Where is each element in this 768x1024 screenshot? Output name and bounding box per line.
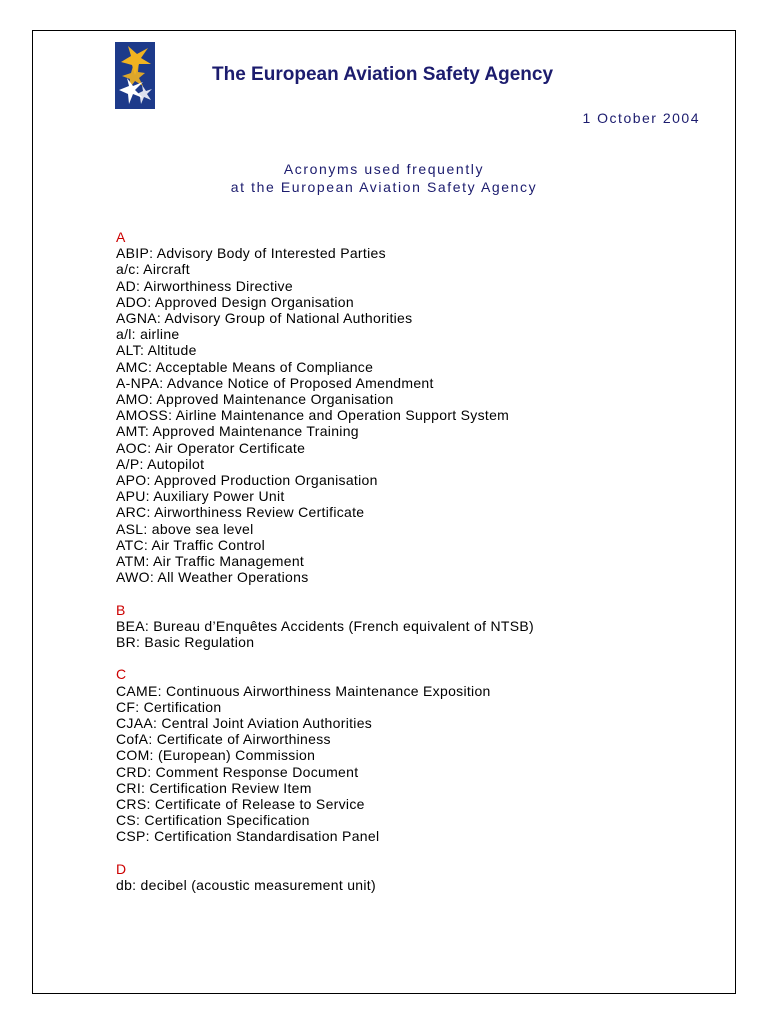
acronym-entry: CRI: Certification Review Item <box>116 779 312 796</box>
acronym-entry: ASL: above sea level <box>116 520 254 537</box>
title-line-2: at the European Aviation Safety Agency <box>230 179 538 195</box>
agency-title: The European Aviation Safety Agency <box>212 64 554 85</box>
acronym-entry: ATC: Air Traffic Control <box>116 536 266 553</box>
acronym-entry: CSP: Certification Standardisation Panel <box>116 828 380 845</box>
acronym-entry: AWO: All Weather Operations <box>116 569 309 586</box>
acronym-entry: AGNA: Advisory Group of National Authorities <box>116 310 413 327</box>
acronym-entry: AMT: Approved Maintenance Training <box>116 423 359 440</box>
acronym-entry: AD: Airworthiness Directive <box>116 277 293 294</box>
acronym-entry: CofA: Certificate of Airworthiness <box>116 731 331 748</box>
acronym-entry: AMO: Approved Maintenance Organisation <box>116 391 394 408</box>
acronym-entry: APO: Approved Production Organisation <box>116 472 378 489</box>
acronym-entry: a/c: Aircraft <box>116 261 190 278</box>
section-letter: A <box>116 229 126 245</box>
acronym-section-b <box>116 602 716 651</box>
section-letter: B <box>116 601 126 618</box>
acronym-entry: a/l: airline <box>116 326 180 343</box>
acronym-entry: CRS: Certificate of Release to Service <box>116 796 365 813</box>
acronym-entry: CAME: Continuous Airworthiness Maintenance Exposition <box>116 682 491 699</box>
section-letter: D <box>116 860 127 877</box>
acronym-entry: BR: Basic Regulation <box>116 634 255 651</box>
acronym-entry: A-NPA: Advance Notice of Proposed Amendment <box>116 374 434 391</box>
document-title <box>0 160 768 196</box>
acronym-entry: CJAA: Central Joint Aviation Authorities <box>116 715 373 732</box>
acronym-entry: APU: Auxiliary Power Unit <box>116 488 285 505</box>
section-letter: C <box>116 666 127 683</box>
acronym-entry: CRD: Comment Response Document <box>116 763 359 780</box>
acronym-section-d <box>116 861 716 893</box>
acronym-entry: ALT: Altitude <box>116 342 197 359</box>
acronym-entry: ATM: Air Traffic Management <box>116 553 305 570</box>
acronym-entry: BEA: Bureau d’Enquêtes Accidents (French equivalent of NTSB) <box>116 617 534 634</box>
acronym-entry: AMOSS: Airline Maintenance and Operation Support System <box>116 407 510 424</box>
acronym-list <box>116 229 716 909</box>
acronym-entry: ABIP: Advisory Body of Interested Parties <box>116 245 386 262</box>
document-date: 1 October 2004 <box>582 110 700 126</box>
acronym-entry: CF: Certification <box>116 698 222 715</box>
acronym-entry: AMC: Acceptable Means of Compliance <box>116 358 374 375</box>
title-line-1: Acronyms used frequently <box>283 161 485 177</box>
acronym-entry: ARC: Airworthiness Review Certificate <box>116 504 365 521</box>
acronym-entry: A/P: Autopilot <box>116 455 205 472</box>
acronym-section-a <box>116 229 716 585</box>
easa-logo-icon <box>115 42 155 109</box>
acronym-entry: db: decibel (acoustic measurement unit) <box>116 877 376 894</box>
acronym-section-c <box>116 666 716 844</box>
acronym-entry: COM: (European) Commission <box>116 747 316 764</box>
acronym-entry: ADO: Approved Design Organisation <box>116 293 354 310</box>
acronym-entry: AOC: Air Operator Certificate <box>116 439 306 456</box>
acronym-entry: CS: Certification Specification <box>116 812 310 829</box>
